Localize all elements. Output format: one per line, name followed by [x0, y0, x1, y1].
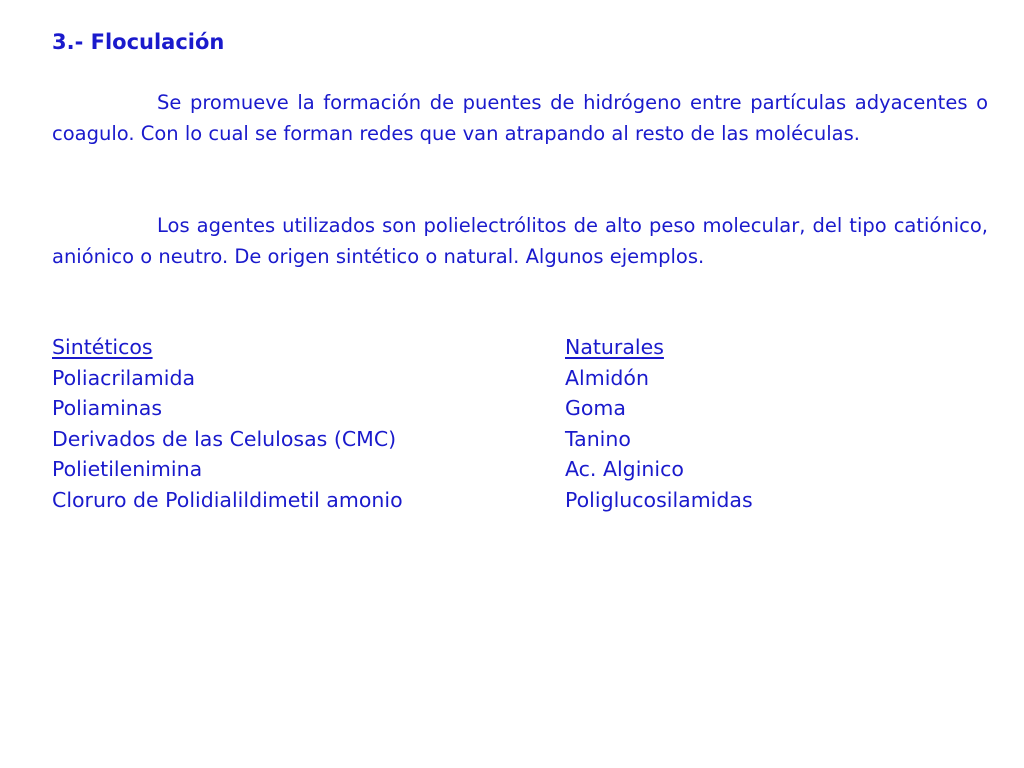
list-item: Goma	[565, 396, 626, 420]
natural-list	[565, 332, 753, 515]
synthetic-heading: Sintéticos	[52, 335, 153, 359]
natural-heading: Naturales	[565, 335, 664, 359]
list-item: Poliaminas	[52, 396, 163, 420]
paragraph-description: Se promueve la formación de puentes de hidrógeno entre partículas adyacentes o coagulo. Con lo cual se forman redes que van atrapando al resto de las moléculas.	[52, 91, 988, 145]
synthetic-list	[52, 332, 403, 515]
list-item: Almidón	[565, 365, 649, 390]
list-item: Polietilenimina	[52, 457, 203, 481]
list-item: Ac. Alginico	[565, 457, 684, 481]
section-title: 3.- Floculación	[52, 30, 225, 54]
list-item: Tanino	[565, 426, 631, 451]
list-item: Derivados de las Celulosas (CMC)	[52, 426, 397, 451]
list-item: Poliacrilamida	[52, 365, 196, 390]
list-item: Poliglucosilamidas	[565, 487, 753, 512]
paragraph-agents: Los agentes utilizados son polielectrólitos de alto peso molecular, del tipo catiónico, aniónico o neutro. De origen sintético o natural. Algunos ejemplos.	[52, 214, 988, 268]
list-item: Cloruro de Polidialildimetil amonio	[52, 487, 403, 512]
